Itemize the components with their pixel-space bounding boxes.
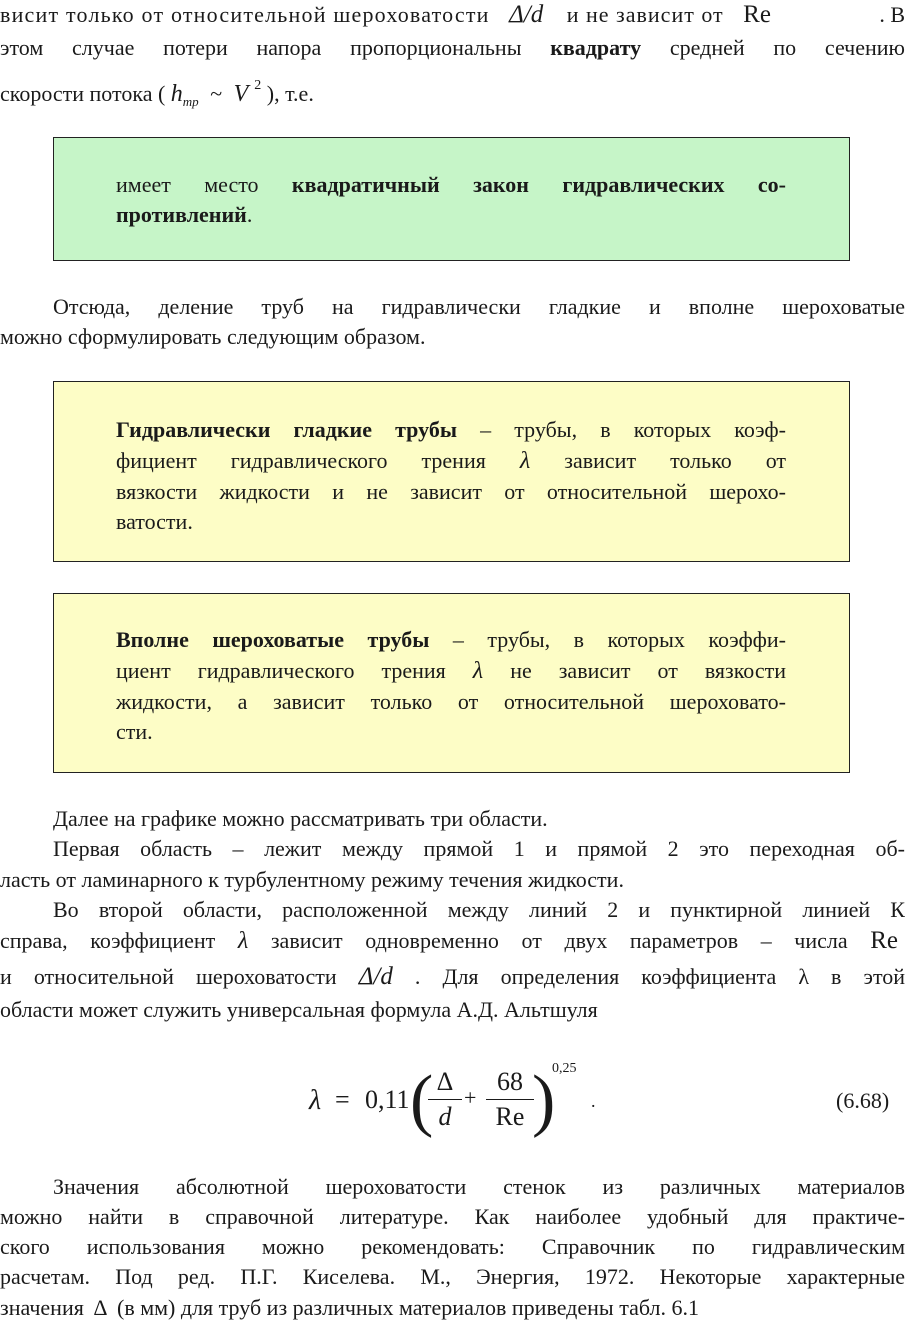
- head-loss-symbol: h: [170, 81, 183, 107]
- text: . В: [879, 2, 905, 27]
- para3-line-4: [53, 895, 905, 925]
- text: – трубы, в которых коэффи-: [452, 627, 787, 652]
- para4-line-5: [0, 1293, 699, 1323]
- text: и не зависит от: [566, 2, 724, 27]
- text: и относительной шероховатости: [0, 964, 337, 989]
- intro-line-1: [0, 0, 905, 30]
- para3-line-7: [0, 995, 598, 1025]
- para4-line-3: [0, 1232, 905, 1262]
- fraction-bar: [486, 1099, 534, 1100]
- intro-line-3: [0, 71, 314, 117]
- text: висит только от относительной шероховатости: [0, 2, 490, 27]
- bold-term: противлений: [116, 202, 247, 227]
- bold-term: квадратичный закон гидравлических со-: [291, 172, 786, 197]
- denominator: d: [438, 1102, 452, 1131]
- reynolds-symbol: Re: [743, 1, 771, 28]
- numerator: 68: [497, 1067, 523, 1096]
- text: этом случае потери напора пропорциональны: [0, 35, 522, 60]
- box-line-3: [116, 687, 786, 717]
- altshul-formula: [0, 1055, 905, 1150]
- text: вязкости жидкости и не зависит от относительной шерохо-: [116, 479, 786, 504]
- coefficient: 0,11: [365, 1085, 410, 1114]
- text: . Для определения коэффициента λ в этой: [414, 964, 905, 989]
- text: Далее на графике можно рассматривать три области.: [53, 806, 548, 831]
- text: Во второй области, расположенной между линий 2 и пунктирной линией К: [53, 897, 905, 922]
- lambda-symbol: λ: [519, 448, 531, 474]
- lambda-symbol: λ: [472, 658, 484, 684]
- text: области может служить универсальная формула А.Д. Альтшуля: [0, 997, 598, 1022]
- numerator: Δ: [436, 1067, 454, 1096]
- text: Первая область – лежит между прямой 1 и прямой 2 это переходная об-: [53, 836, 905, 861]
- para4-line-1: [53, 1172, 905, 1202]
- left-paren: (: [410, 1062, 434, 1139]
- text: зависит одновременно от двух параметров – числа: [270, 928, 848, 953]
- period: .: [591, 1091, 596, 1111]
- right-paren: ): [532, 1062, 556, 1139]
- tilde: ~: [210, 81, 223, 106]
- text: средней по сечению: [669, 35, 905, 60]
- box-line-1: [116, 415, 786, 445]
- text: расчетам. Под ред. П.Г. Киселева. М., Энергия, 1972. Некоторые характерные: [0, 1264, 905, 1289]
- smooth-pipes-box: [53, 381, 850, 562]
- text: .: [246, 202, 253, 227]
- text: ватости.: [116, 509, 193, 534]
- velocity-symbol: V: [233, 81, 249, 107]
- fraction-bar: [428, 1099, 462, 1100]
- text: имеет место: [116, 172, 259, 197]
- text: значения: [0, 1295, 84, 1320]
- text: скорости потока (: [0, 81, 166, 106]
- intro-line-2: [0, 33, 905, 63]
- reynolds-symbol: Re: [870, 927, 899, 954]
- text: Значения абсолютной шероховатости стенок из различных материалов: [53, 1174, 905, 1199]
- para3-line-2: [53, 834, 905, 864]
- plus-sign: +: [464, 1085, 477, 1110]
- text: справа, коэффициент: [0, 928, 216, 953]
- text: фициент гидравлического трения: [116, 448, 486, 473]
- equation-number: (6.68): [836, 1088, 890, 1113]
- text: жидкости, а зависит только от относительной шероховато-: [116, 689, 786, 714]
- box-line-2: [116, 446, 786, 476]
- para2-line-1: [53, 292, 905, 322]
- bold-term: Вполне шероховатые трубы: [116, 627, 430, 652]
- velocity-exponent: 2: [254, 78, 262, 93]
- box-line-4: [116, 717, 786, 747]
- quadratic-law-box: [53, 137, 850, 261]
- lambda-symbol: λ: [309, 1085, 322, 1116]
- text: не зависит от вязкости: [510, 658, 786, 683]
- text: сти.: [116, 719, 153, 744]
- fraction-68-re: [486, 1067, 534, 1132]
- text: можно сформулировать следующим образом.: [0, 324, 426, 349]
- para3-line-1: [53, 804, 548, 834]
- para2-line-2: [0, 322, 425, 352]
- text: – трубы, в которых коэф-: [480, 417, 786, 442]
- text: можно найти в справочной литературе. Как наиболее удобный для практиче-: [0, 1204, 905, 1229]
- lambda-symbol: λ: [237, 928, 249, 954]
- fraction-delta-d: [428, 1067, 462, 1132]
- box-line-1: [116, 170, 786, 200]
- rough-pipes-box: [53, 593, 850, 773]
- para4-line-2: [0, 1202, 905, 1232]
- delta-symbol: Δ: [93, 1295, 108, 1320]
- para3-line-5: [0, 926, 898, 956]
- box-line-2: [116, 656, 786, 686]
- ratio-delta-d: Δ/d: [358, 963, 393, 990]
- equals-sign: =: [335, 1085, 350, 1114]
- text: ласть от ламинарного к турбулентному режиму течения жидкости.: [0, 867, 624, 892]
- text: зависит только от: [564, 448, 787, 473]
- exponent: 0,25: [552, 1061, 577, 1076]
- para3-line-3: [0, 865, 624, 895]
- ratio-delta-d: Δ/d: [509, 1, 544, 28]
- box-line-1: [116, 625, 786, 655]
- box-line-4: [116, 507, 786, 537]
- denominator: Re: [495, 1102, 525, 1131]
- para4-line-4: [0, 1262, 905, 1292]
- text: Отсюда, деление труб на гидравлически гладкие и вполне шероховатые: [53, 294, 905, 319]
- para3-line-6: [0, 962, 905, 992]
- box-line-2: [116, 200, 786, 230]
- text: ), т.е.: [266, 81, 314, 106]
- text: циент гидравлического трения: [116, 658, 446, 683]
- text: ского использования можно рекомендовать: Справочник по гидравлическим: [0, 1234, 905, 1259]
- box-line-3: [116, 477, 786, 507]
- bold-term: квадрату: [550, 35, 642, 60]
- head-loss-subscript: тр: [182, 94, 199, 109]
- bold-term: Гидравлически гладкие трубы: [116, 417, 458, 442]
- text: (в мм) для труб из различных материалов приведены табл. 6.1: [117, 1295, 699, 1320]
